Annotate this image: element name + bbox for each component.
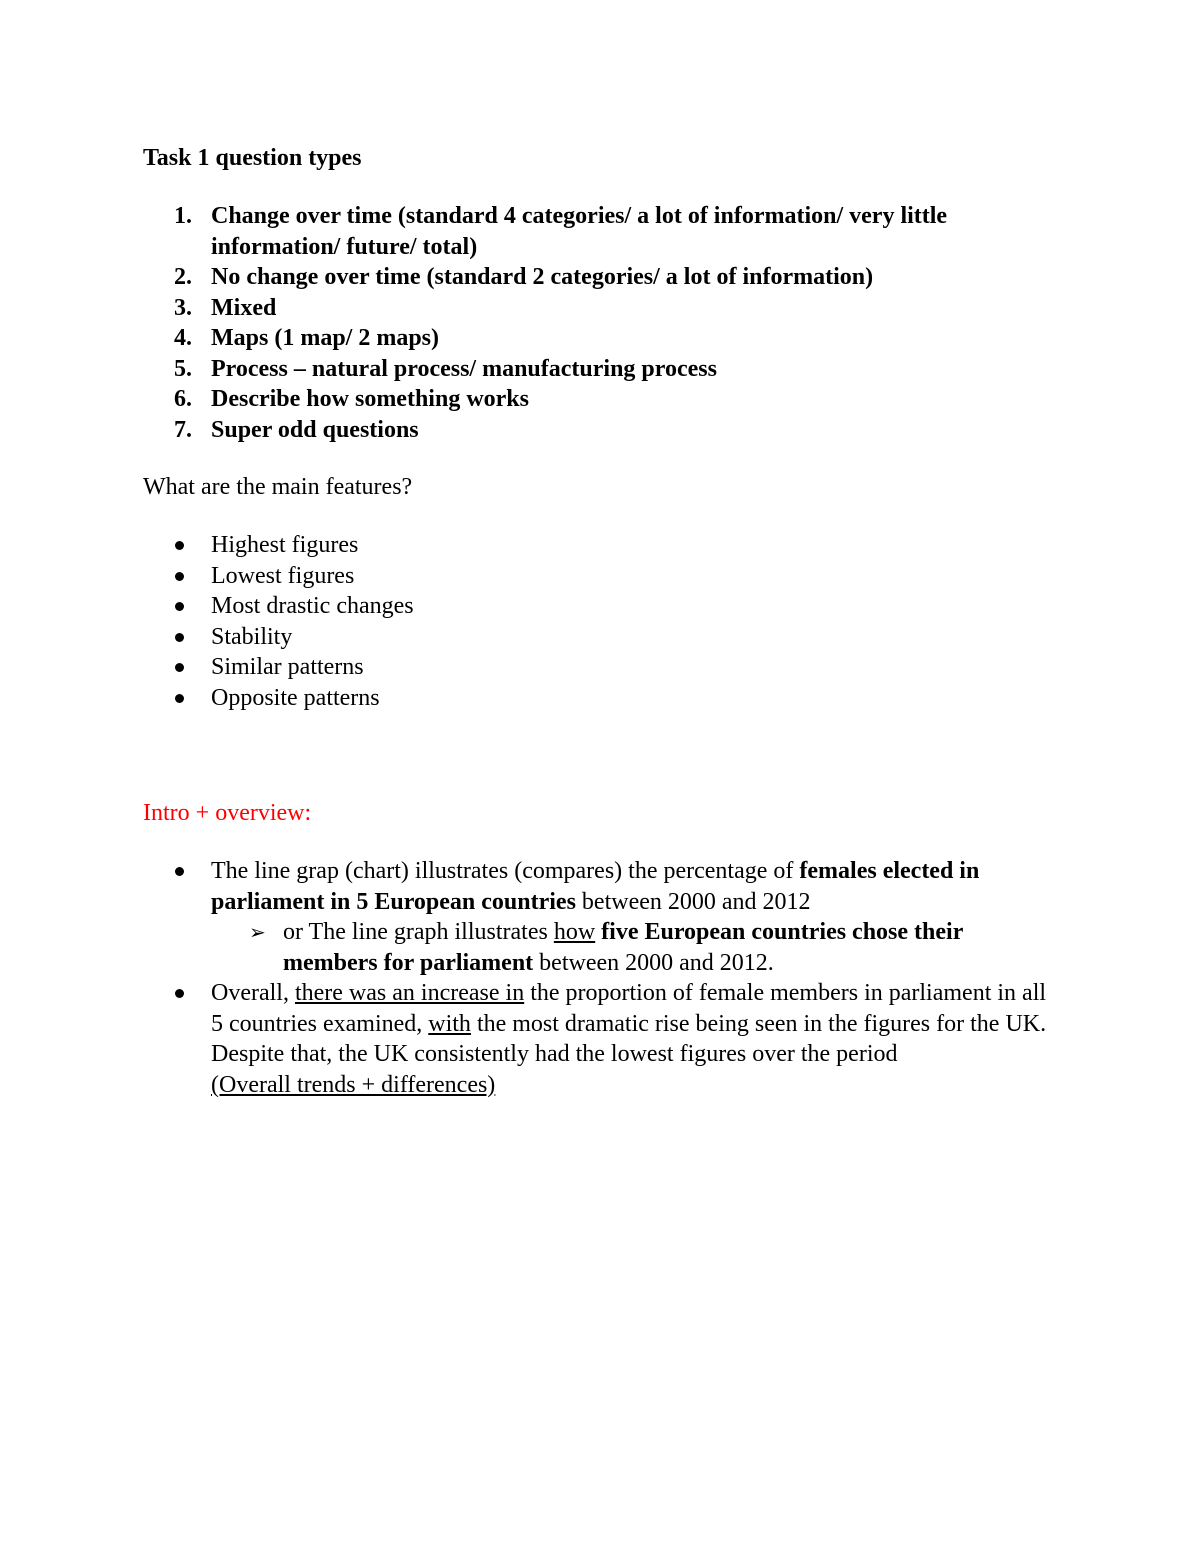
overview-text-2: the proportion of female members in parliament in all 5 countries examined,: [211, 980, 1047, 1037]
list-item-text: Describe how something works: [211, 386, 529, 412]
alt-text-bold: five European countries chose their members for parliament: [283, 919, 963, 976]
list-item: [143, 683, 1043, 714]
intro-heading: Intro + overview:: [143, 800, 312, 826]
intro-text-bold: females elected in parliament in 5 European countries: [211, 858, 980, 915]
list-item: [143, 415, 1043, 446]
list-number: 7.: [174, 416, 192, 443]
list-number: 3.: [174, 294, 192, 321]
list-item-text: Highest figures: [211, 532, 359, 558]
list-item: [143, 293, 1043, 324]
list-item-text: Change over time (standard 4 categories/ a lot of information/ very little information/ future/ total): [211, 203, 948, 260]
overview-text-underlined-1: there was an increase in: [294, 980, 525, 1006]
list-item-text: No change over time (standard 2 categories/ a lot of information): [211, 264, 874, 290]
page-heading: Task 1 question types: [143, 145, 362, 171]
list-item-text: Mixed: [211, 294, 277, 321]
list-item-text: Most drastic changes: [211, 593, 414, 619]
list-item-text: Similar patterns: [211, 654, 364, 680]
intro-text-2: between 2000 and 2012: [575, 888, 811, 915]
alt-text-underlined: how: [553, 919, 596, 945]
list-item-text: Process – natural process/ manufacturing process: [211, 355, 717, 382]
bullet-icon: [175, 602, 184, 611]
question-types-list: [143, 201, 1043, 445]
intro-text-1: The line grap (chart) illustrates (compares) the percentage of: [211, 858, 800, 884]
overview-text-3: the most dramatic rise being seen in the figures for the UK. Despite that, the UK consistently had the lowest figures over the period: [211, 1010, 1047, 1067]
alt-text-2: between 2000 and 2012.: [533, 949, 774, 976]
features-list: [143, 530, 1043, 713]
bullet-icon: [175, 633, 184, 642]
overview-list: [143, 856, 1053, 1100]
list-item: [143, 323, 1043, 354]
list-item-text: Opposite patterns: [211, 684, 380, 711]
list-number: 1.: [174, 203, 192, 229]
list-number: 4.: [174, 325, 192, 351]
list-item: [143, 262, 1043, 293]
list-number: 2.: [174, 264, 192, 290]
list-item: [143, 622, 1043, 653]
bullet-icon: [175, 572, 184, 581]
list-number: 5.: [174, 355, 192, 382]
list-item-text: Maps (1 map/ 2 maps): [211, 325, 440, 351]
alt-text-1: or The line graph illustrates: [283, 919, 554, 945]
bullet-icon: [175, 989, 184, 998]
bullet-icon: [175, 694, 184, 703]
list-item-text: Lowest figures: [211, 562, 355, 589]
bullet-icon: [175, 867, 184, 876]
list-item: [143, 530, 1043, 561]
list-item: [143, 354, 1043, 385]
list-item: [143, 652, 1043, 683]
list-item-alternative: [211, 917, 1053, 978]
list-item-overview: [143, 978, 1053, 1100]
arrow-bullet-icon: ➢: [249, 920, 266, 944]
list-item-intro: [143, 856, 1053, 978]
overview-text-1: Overall,: [211, 980, 295, 1006]
list-item: [143, 201, 1043, 262]
features-question: What are the main features?: [143, 474, 413, 500]
overview-note: (Overall trends + differences): [211, 1071, 496, 1098]
bullet-icon: [175, 663, 184, 672]
list-item-text: Stability: [211, 623, 293, 650]
bullet-icon: [175, 541, 184, 550]
intro-sub-list: [211, 917, 1053, 978]
list-item-text: Super odd questions: [211, 416, 419, 443]
list-item: [143, 561, 1043, 592]
list-item: [143, 591, 1043, 622]
list-item: [143, 384, 1043, 415]
overview-text-underlined-2: with: [428, 1010, 471, 1037]
list-number: 6.: [174, 386, 192, 412]
